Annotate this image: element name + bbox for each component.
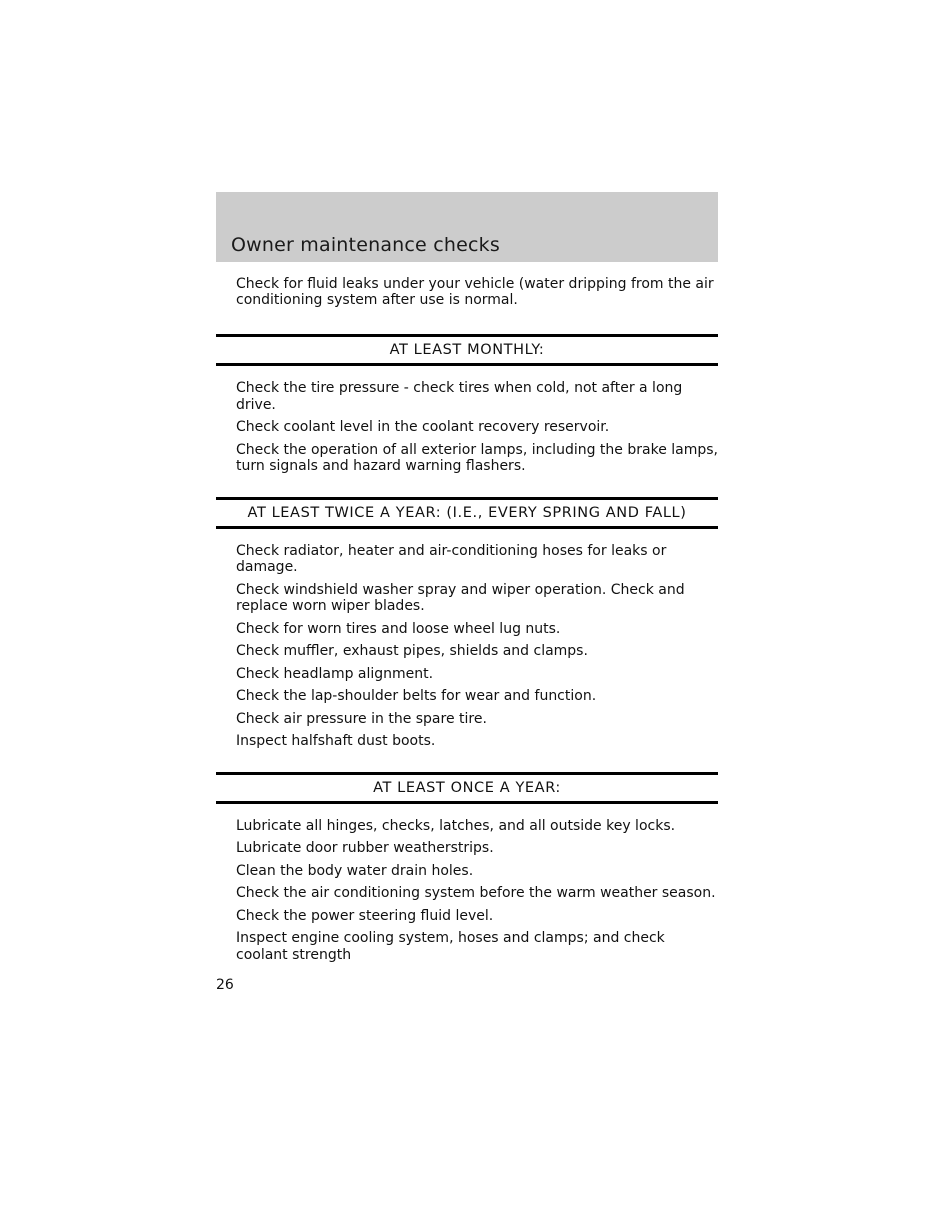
list-item: Check muffler, exhaust pipes, shields and clamps. xyxy=(236,643,588,659)
list-item: Check the operation of all exterior lamps, including the brake lamps, turn signals and hazard warning flashers. xyxy=(236,441,718,474)
list-item: Check headlamp alignment. xyxy=(236,665,434,682)
list-item: Check the power steering fluid level. xyxy=(236,907,494,924)
list-item: Lubricate door rubber weatherstrips. xyxy=(236,840,494,856)
section-heading: AT LEAST MONTHLY: xyxy=(216,334,718,366)
section-heading: AT LEAST ONCE A YEAR: xyxy=(216,772,718,804)
intro-text: Check for fluid leaks under your vehicle (water dripping from the air conditioning system after use is normal. xyxy=(236,276,714,308)
checklist xyxy=(216,543,718,750)
header-band xyxy=(216,192,718,262)
list-item: Inspect engine cooling system, hoses and clamps; and check coolant strength xyxy=(236,930,665,963)
manual-page xyxy=(216,192,718,969)
page-title: Owner maintenance checks xyxy=(231,234,500,256)
list-item: Lubricate all hinges, checks, latches, and all outside key locks. xyxy=(236,817,676,834)
section-heading: AT LEAST TWICE A YEAR: (I.E., EVERY SPRING AND FALL) xyxy=(216,497,718,529)
checklist xyxy=(216,818,718,964)
list-item: Check air pressure in the spare tire. xyxy=(236,710,487,727)
list-item: Inspect halfshaft dust boots. xyxy=(236,733,436,749)
list-item: Check the tire pressure - check tires when cold, not after a long drive. xyxy=(236,380,683,413)
list-item: Check for worn tires and loose wheel lug nuts. xyxy=(236,620,561,637)
section-yearly xyxy=(216,772,718,964)
list-item: Check coolant level in the coolant recovery reservoir. xyxy=(236,419,610,435)
checklist xyxy=(216,380,718,475)
list-item: Clean the body water drain holes. xyxy=(236,862,474,879)
list-item: Check the air conditioning system before the warm weather season. xyxy=(236,885,716,901)
section-monthly xyxy=(216,334,718,475)
list-item: Check radiator, heater and air-conditioning hoses for leaks or damage. xyxy=(236,542,667,575)
page-number: 26 xyxy=(216,977,234,993)
list-item: Check the lap-shoulder belts for wear and function. xyxy=(236,688,597,704)
list-item: Check windshield washer spray and wiper operation. Check and replace worn wiper blades. xyxy=(236,581,685,614)
section-twice-yearly xyxy=(216,497,718,750)
